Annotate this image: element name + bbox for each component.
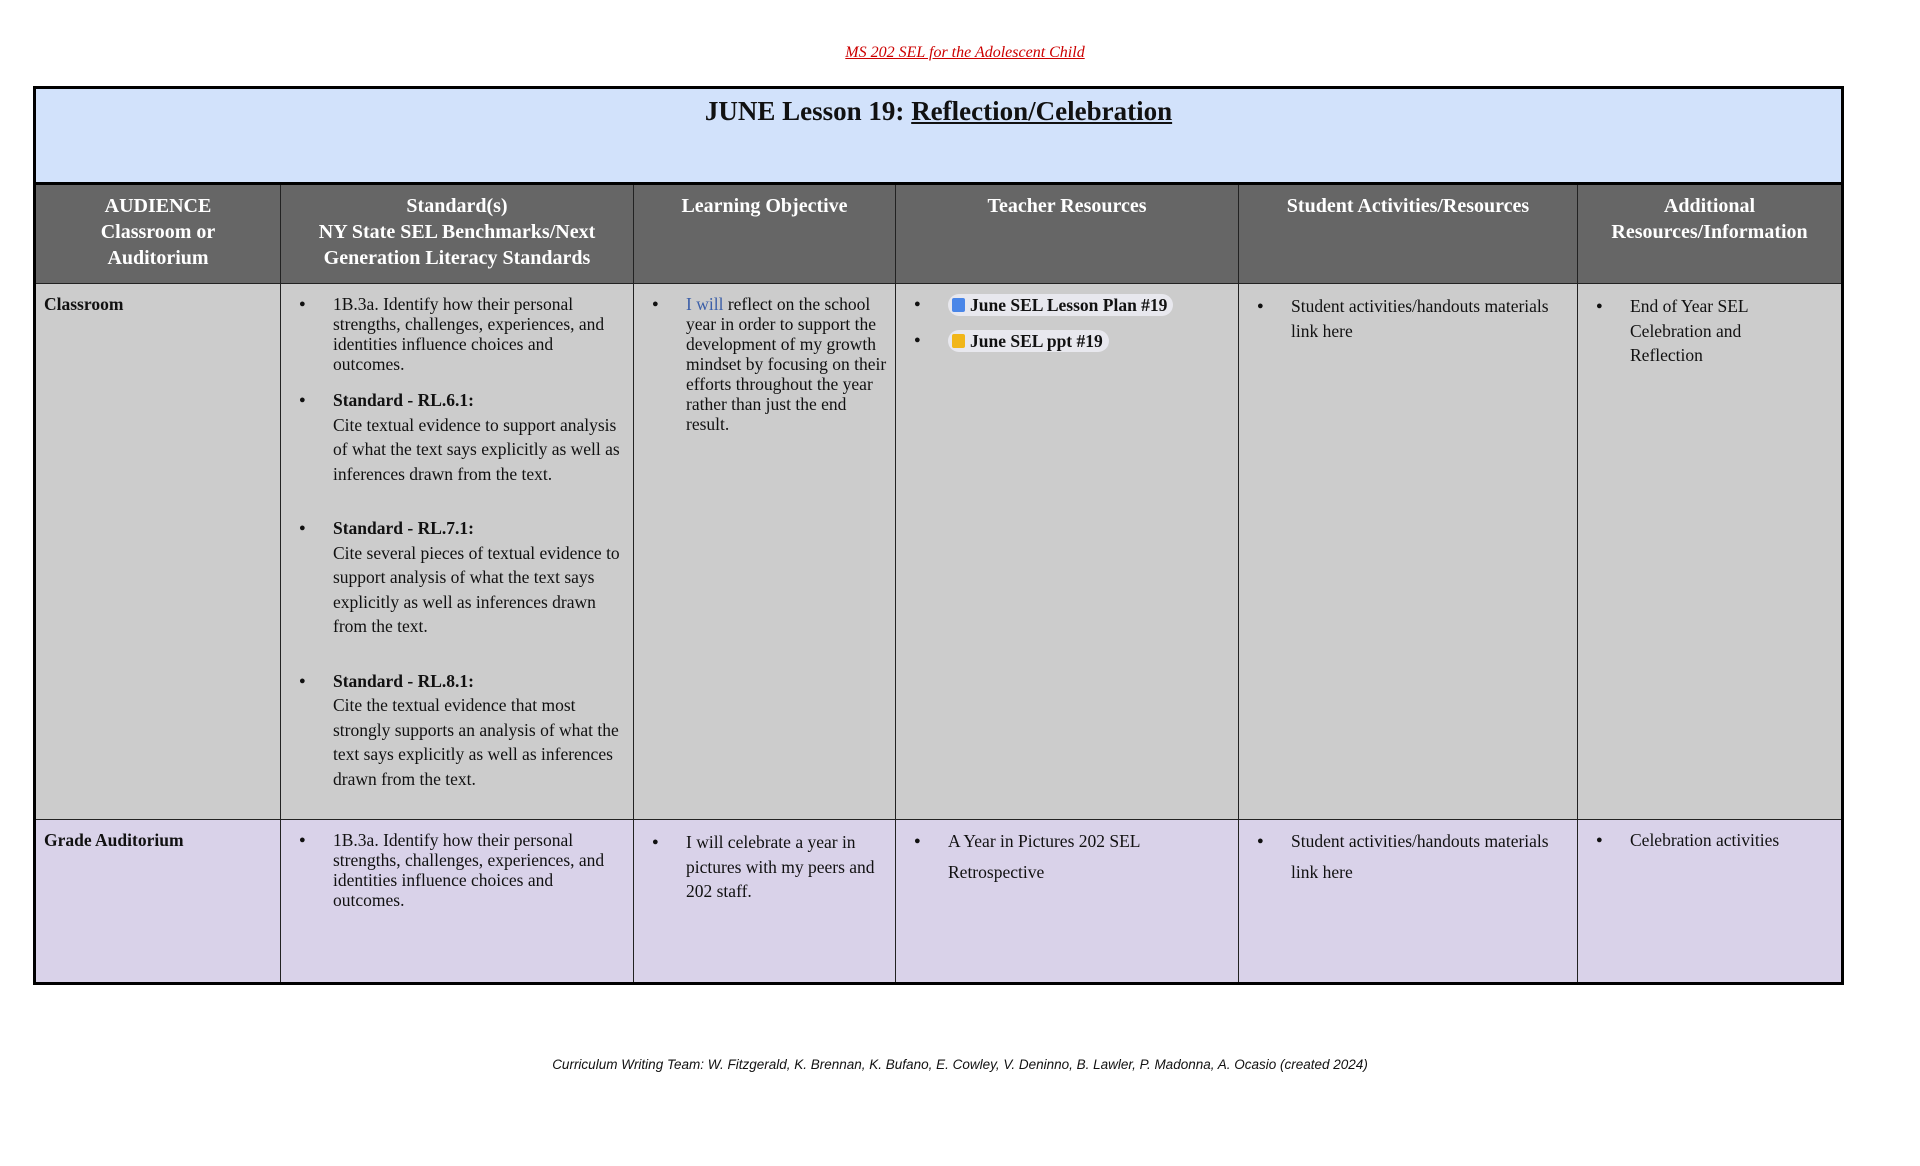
- audience-label: Classroom: [44, 294, 124, 314]
- course-title[interactable]: MS 202 SEL for the Adolescent Child: [845, 44, 1085, 61]
- header-student-activities: Student Activities/Resources: [1239, 184, 1578, 284]
- table-row-classroom: [35, 284, 1843, 820]
- objective-item: ● I will reflect on the school year in order to support the development of my growth mindset by focusing on their efforts throughout the year rather than just the end result.: [642, 294, 887, 434]
- standard-item: ● 1B.3a. Identify how their personal strengths, challenges, experiences, and identities influence choices and outcomes.: [289, 294, 625, 374]
- standard-item: ● 1B.3a. Identify how their personal strengths, challenges, experiences, and identities influence choices and outcomes.: [289, 830, 625, 910]
- ppt-link[interactable]: June SEL ppt #19: [948, 330, 1109, 352]
- objective-item: ● I will celebrate a year in pictures with my peers and 202 staff.: [642, 830, 887, 904]
- additional-item: ● End of Year SEL Celebration and Reflection: [1586, 294, 1833, 368]
- student-activity-item[interactable]: ● Student activities/handouts materials link here: [1247, 826, 1569, 888]
- footer-credits: Curriculum Writing Team: W. Fitzgerald, K. Brennan, K. Bufano, E. Cowley, V. Deninno, B. Lawler, P. Madonna, A. Ocasio (created 2024): [552, 1057, 1368, 1072]
- standard-item: ● Standard - RL.8.1: Cite the textual evidence that most strongly supports an analysis of what the text says explicitly as well as inferences drawn from the text.: [289, 669, 625, 792]
- resource-item: [904, 330, 1230, 358]
- lesson-table: [33, 86, 1844, 985]
- audience-label: Grade Auditorium: [44, 830, 184, 850]
- lesson-topic: Reflection/Celebration: [911, 96, 1173, 126]
- resource-item: [904, 294, 1230, 322]
- additional-item: ● Celebration activities: [1586, 830, 1833, 850]
- header-teacher-resources: Teacher Resources: [896, 184, 1239, 284]
- header-audience: AUDIENCE Classroom or Auditorium: [35, 184, 281, 284]
- header-objective: Learning Objective: [634, 184, 896, 284]
- standard-item: ● Standard - RL.7.1: Cite several pieces of textual evidence to support analysis of what the text says explicitly as well as inferences drawn from the text.: [289, 516, 625, 639]
- google-doc-icon: [952, 298, 965, 312]
- resource-item: ● A Year in Pictures 202 SEL Retrospective: [904, 826, 1230, 888]
- header-row: [35, 184, 1843, 284]
- google-slides-icon: [952, 334, 965, 348]
- header-additional: Additional Resources/Information: [1578, 184, 1843, 284]
- lesson-title: JUNE Lesson 19: Reflection/Celebration: [35, 88, 1843, 184]
- table-row-auditorium: [35, 820, 1843, 984]
- lesson-plan-link[interactable]: June SEL Lesson Plan #19: [948, 294, 1173, 316]
- standard-item: ● Standard - RL.6.1: Cite textual evidence to support analysis of what the text says explicitly as well as inferences drawn from the text.: [289, 388, 625, 486]
- student-activity-item[interactable]: ● Student activities/handouts materials link here: [1247, 294, 1569, 343]
- header-standards: Standard(s) NY State SEL Benchmarks/Next Generation Literacy Standards: [281, 184, 634, 284]
